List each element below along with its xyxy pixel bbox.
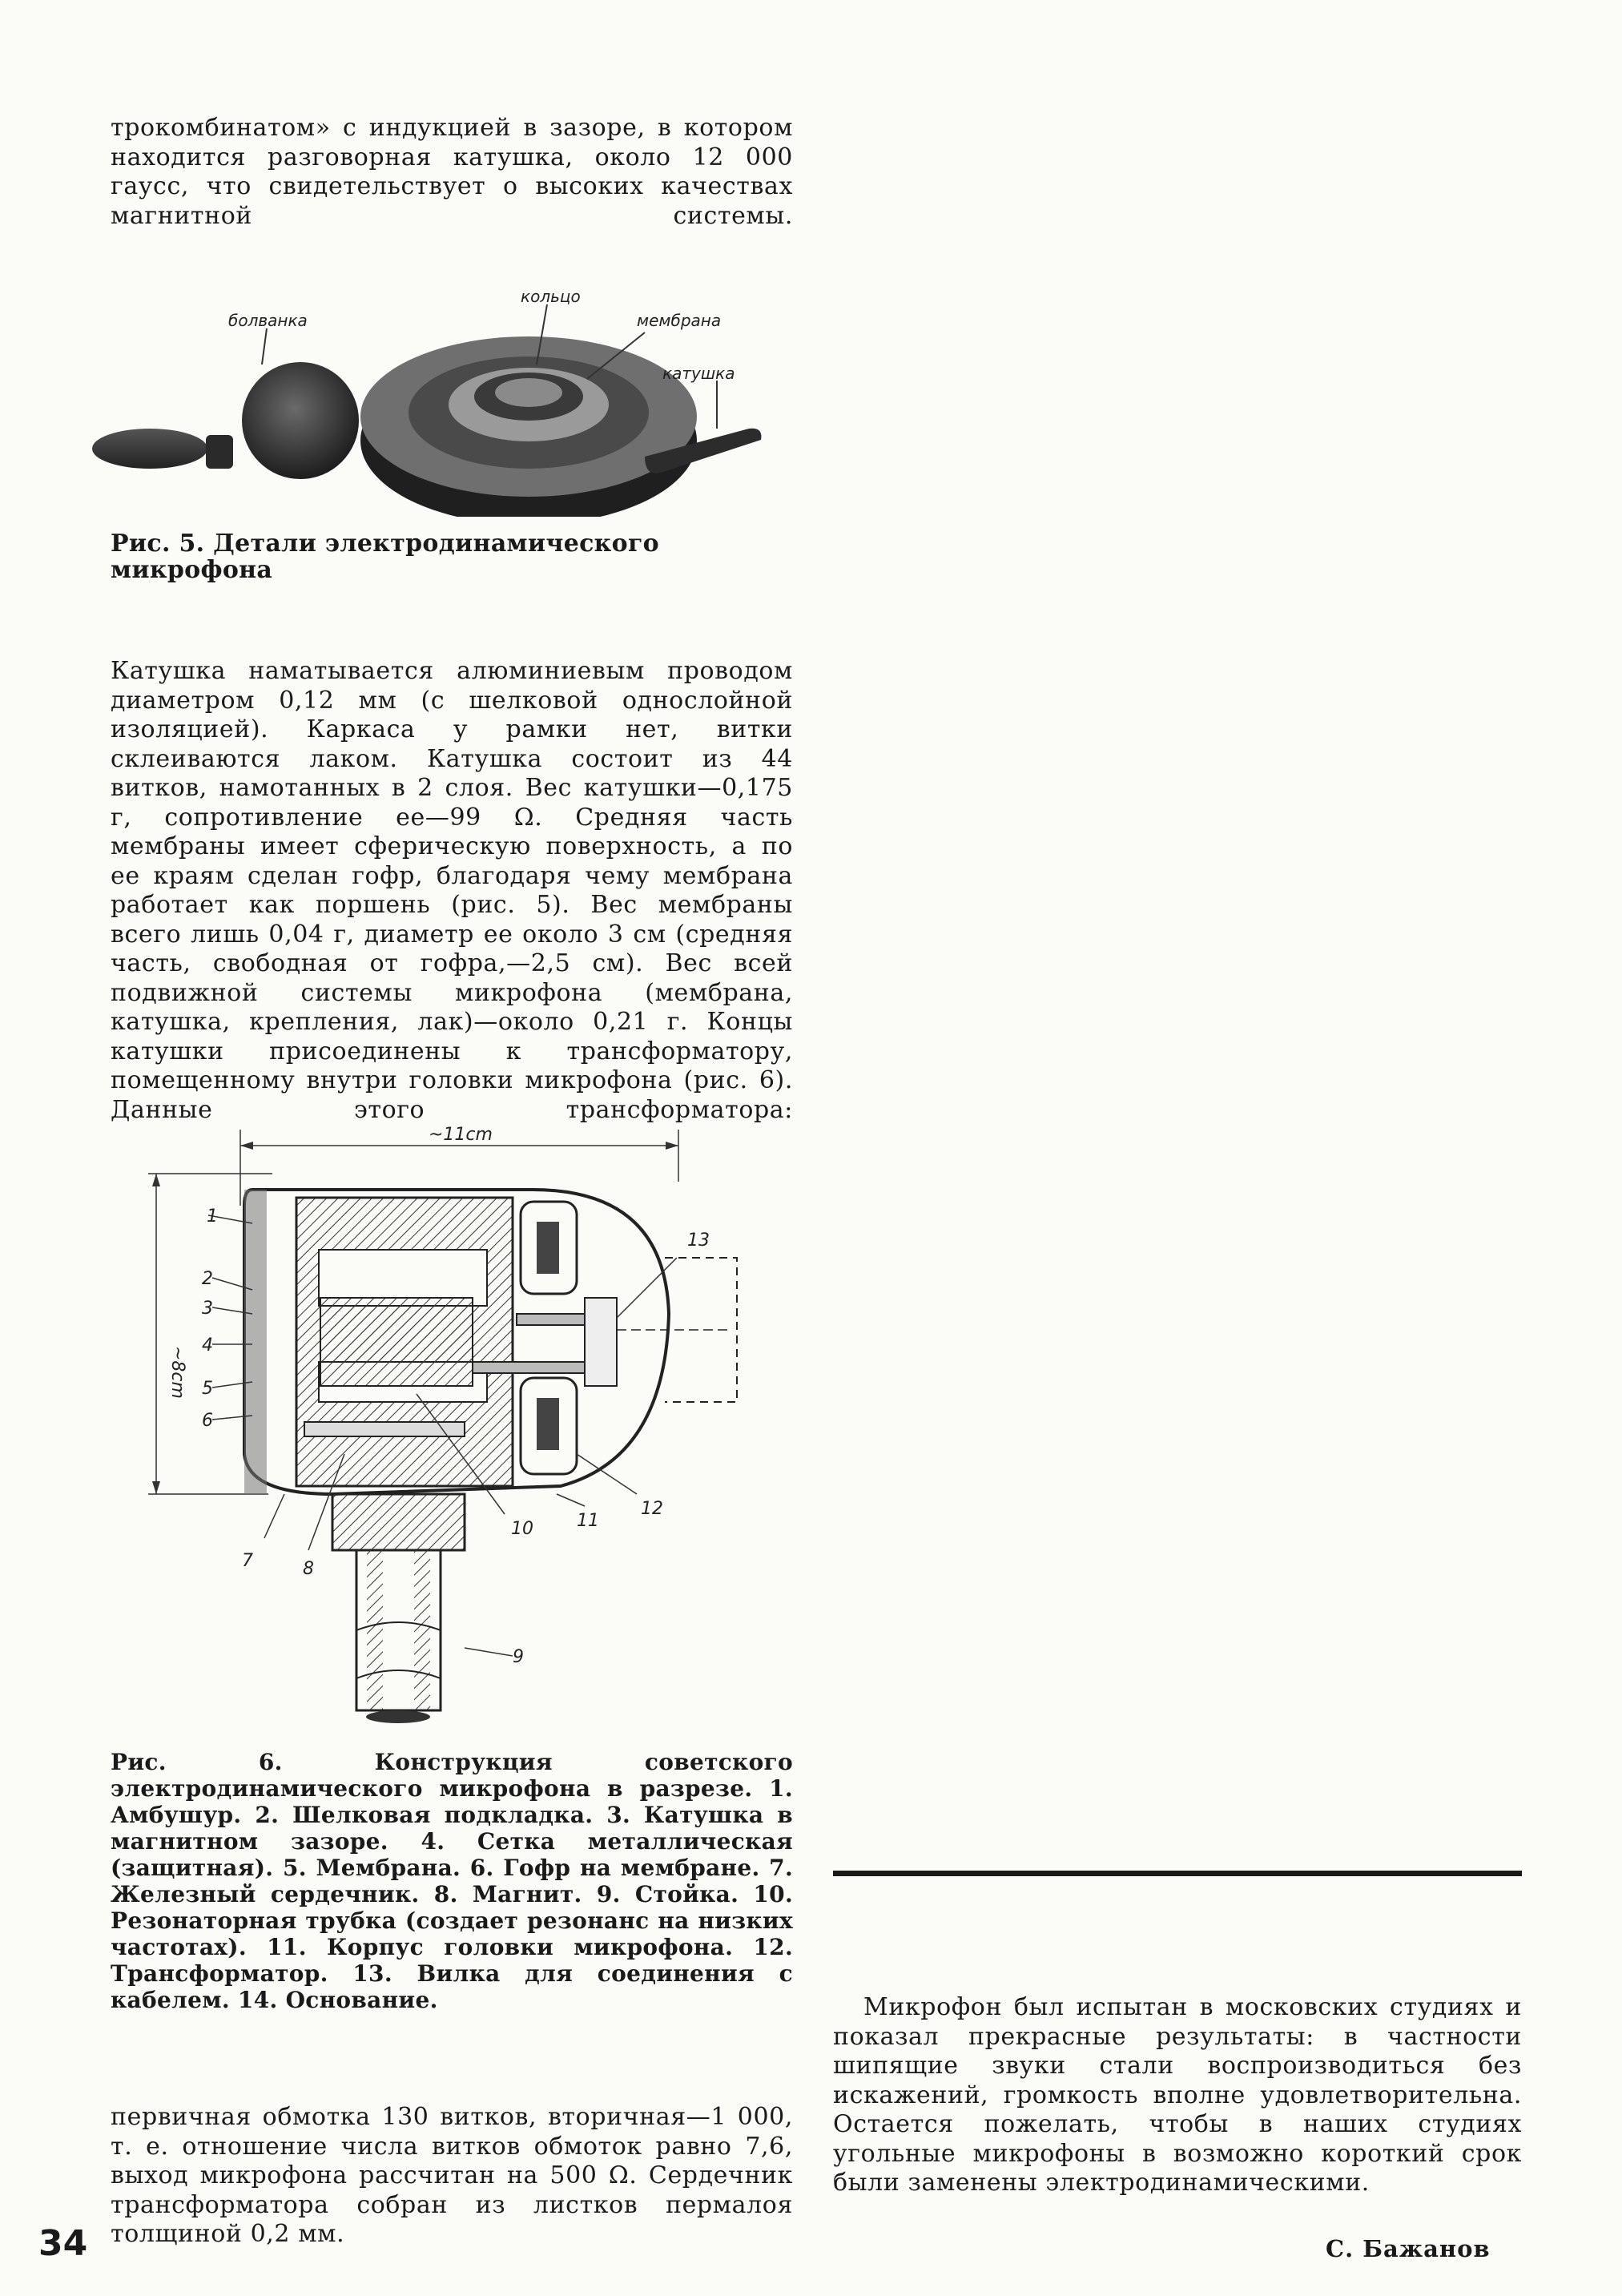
small-cylinder <box>206 435 233 469</box>
figure-5 <box>84 284 789 517</box>
part-5: 5 <box>202 1379 213 1399</box>
figure-5-photo <box>84 284 789 517</box>
part-11: 11 <box>577 1511 599 1531</box>
dim-width: ~11cm <box>429 1125 493 1145</box>
figure-6-caption: Рис. 6. Конструкция советского электродинамического микрофона в разрезе. 1. Амбушур. 2. Шелковая подкладка. 3. Катушка в магнитном зазоре. 4. Сетка металлическая (защитная). 5. Мембрана. 6. Гофр на мембране. 7. Железный сердечник. 8. Магнит. 9. Стойка. 10. Резонаторная трубка (создает резонанс на низких частотах). 11. Корпус головки микрофона. 12. Трансформатор. 13. Вилка для соединения с кабелем. 14. Основание. <box>111 1749 793 2013</box>
part-9: 9 <box>513 1647 524 1667</box>
label-membrane: мембрана <box>637 311 722 330</box>
figure-6 <box>112 1118 777 1726</box>
figure-6-drawing <box>112 1118 777 1726</box>
resonator-tube <box>304 1422 465 1436</box>
column-divider-rule <box>833 1871 1522 1876</box>
stand <box>332 1494 465 1550</box>
figure-5-caption: Рис. 5. Детали электродинамического микрофона <box>111 530 659 584</box>
blank-disc <box>242 362 359 479</box>
part-6: 6 <box>202 1411 213 1431</box>
core <box>320 1298 473 1386</box>
dim-height: ~8cm <box>167 1346 187 1399</box>
bottom-left-paragraph: первичная обмотка 130 витков, вторичная—1 000, т. е. отношение числа витков обмоток равно 7,6, выход микрофона рассчитан на 500 Ω. Сердечник трансформатора собран из листков пермалоя толщиной 0,2 мм. <box>111 2103 793 2248</box>
label-ring: кольцо <box>521 287 581 306</box>
middle-paragraph: Катушка наматывается алюминиевым проводом диаметром 0,12 мм (с шелковой однослойной изоляцией). Каркаса у рамки нет, витки склеиваются лаком. Катушка состоит из 44 витков, намотанных в 2 слоя. Вес катушки—0,175 г, сопротивление ее—99 Ω. Средняя часть мембраны имеет сферическую поверхность, а по ее краям сделан гофр, благодаря чему мембрана работает как поршень (рис. 5). Вес мембраны всего лишь 0,04 г, диаметр ее около 3 см (средняя часть, свободная от гофра,—2,5 см). Вес всей подвижной системы микрофона (мембрана, катушка, крепления, лак)—около 0,21 г. Концы катушки присоединены к трансформатору, помещенному внутри головки микрофона (рис. 6). Данные этого трансформатора: <box>111 657 793 1124</box>
label-coil: катушка <box>662 364 735 383</box>
part-2: 2 <box>202 1269 213 1289</box>
part-7: 7 <box>242 1551 253 1571</box>
small-disc <box>92 429 207 469</box>
label-blank: болванка <box>228 311 308 330</box>
part-8: 8 <box>303 1559 314 1579</box>
top-paragraph: трокомбинатом» с индукцией в зазоре, в котором находится разговорная катушка, около 12 000 гаусс, что свидетельствует о высоких качествах магнитной системы. <box>111 114 793 230</box>
part-4: 4 <box>202 1335 213 1355</box>
part-13: 13 <box>687 1231 710 1251</box>
author-signature: С. Бажанов <box>1326 2235 1491 2262</box>
part-12: 12 <box>641 1499 663 1519</box>
page-number: 34 <box>38 2223 88 2264</box>
right-paragraph: Микрофон был испытан в московских студиях и показал прекрасные результаты: в частности шипящие звуки стали воспроизводиться без искажений, громкость вполне удовлетворительна. Остается пожелать, чтобы в наших студиях угольные микрофоны в возможно короткий срок были заменены электродинамическими. <box>833 1993 1522 2197</box>
part-10: 10 <box>511 1519 533 1539</box>
part-3: 3 <box>202 1299 213 1319</box>
part-1: 1 <box>207 1206 218 1227</box>
